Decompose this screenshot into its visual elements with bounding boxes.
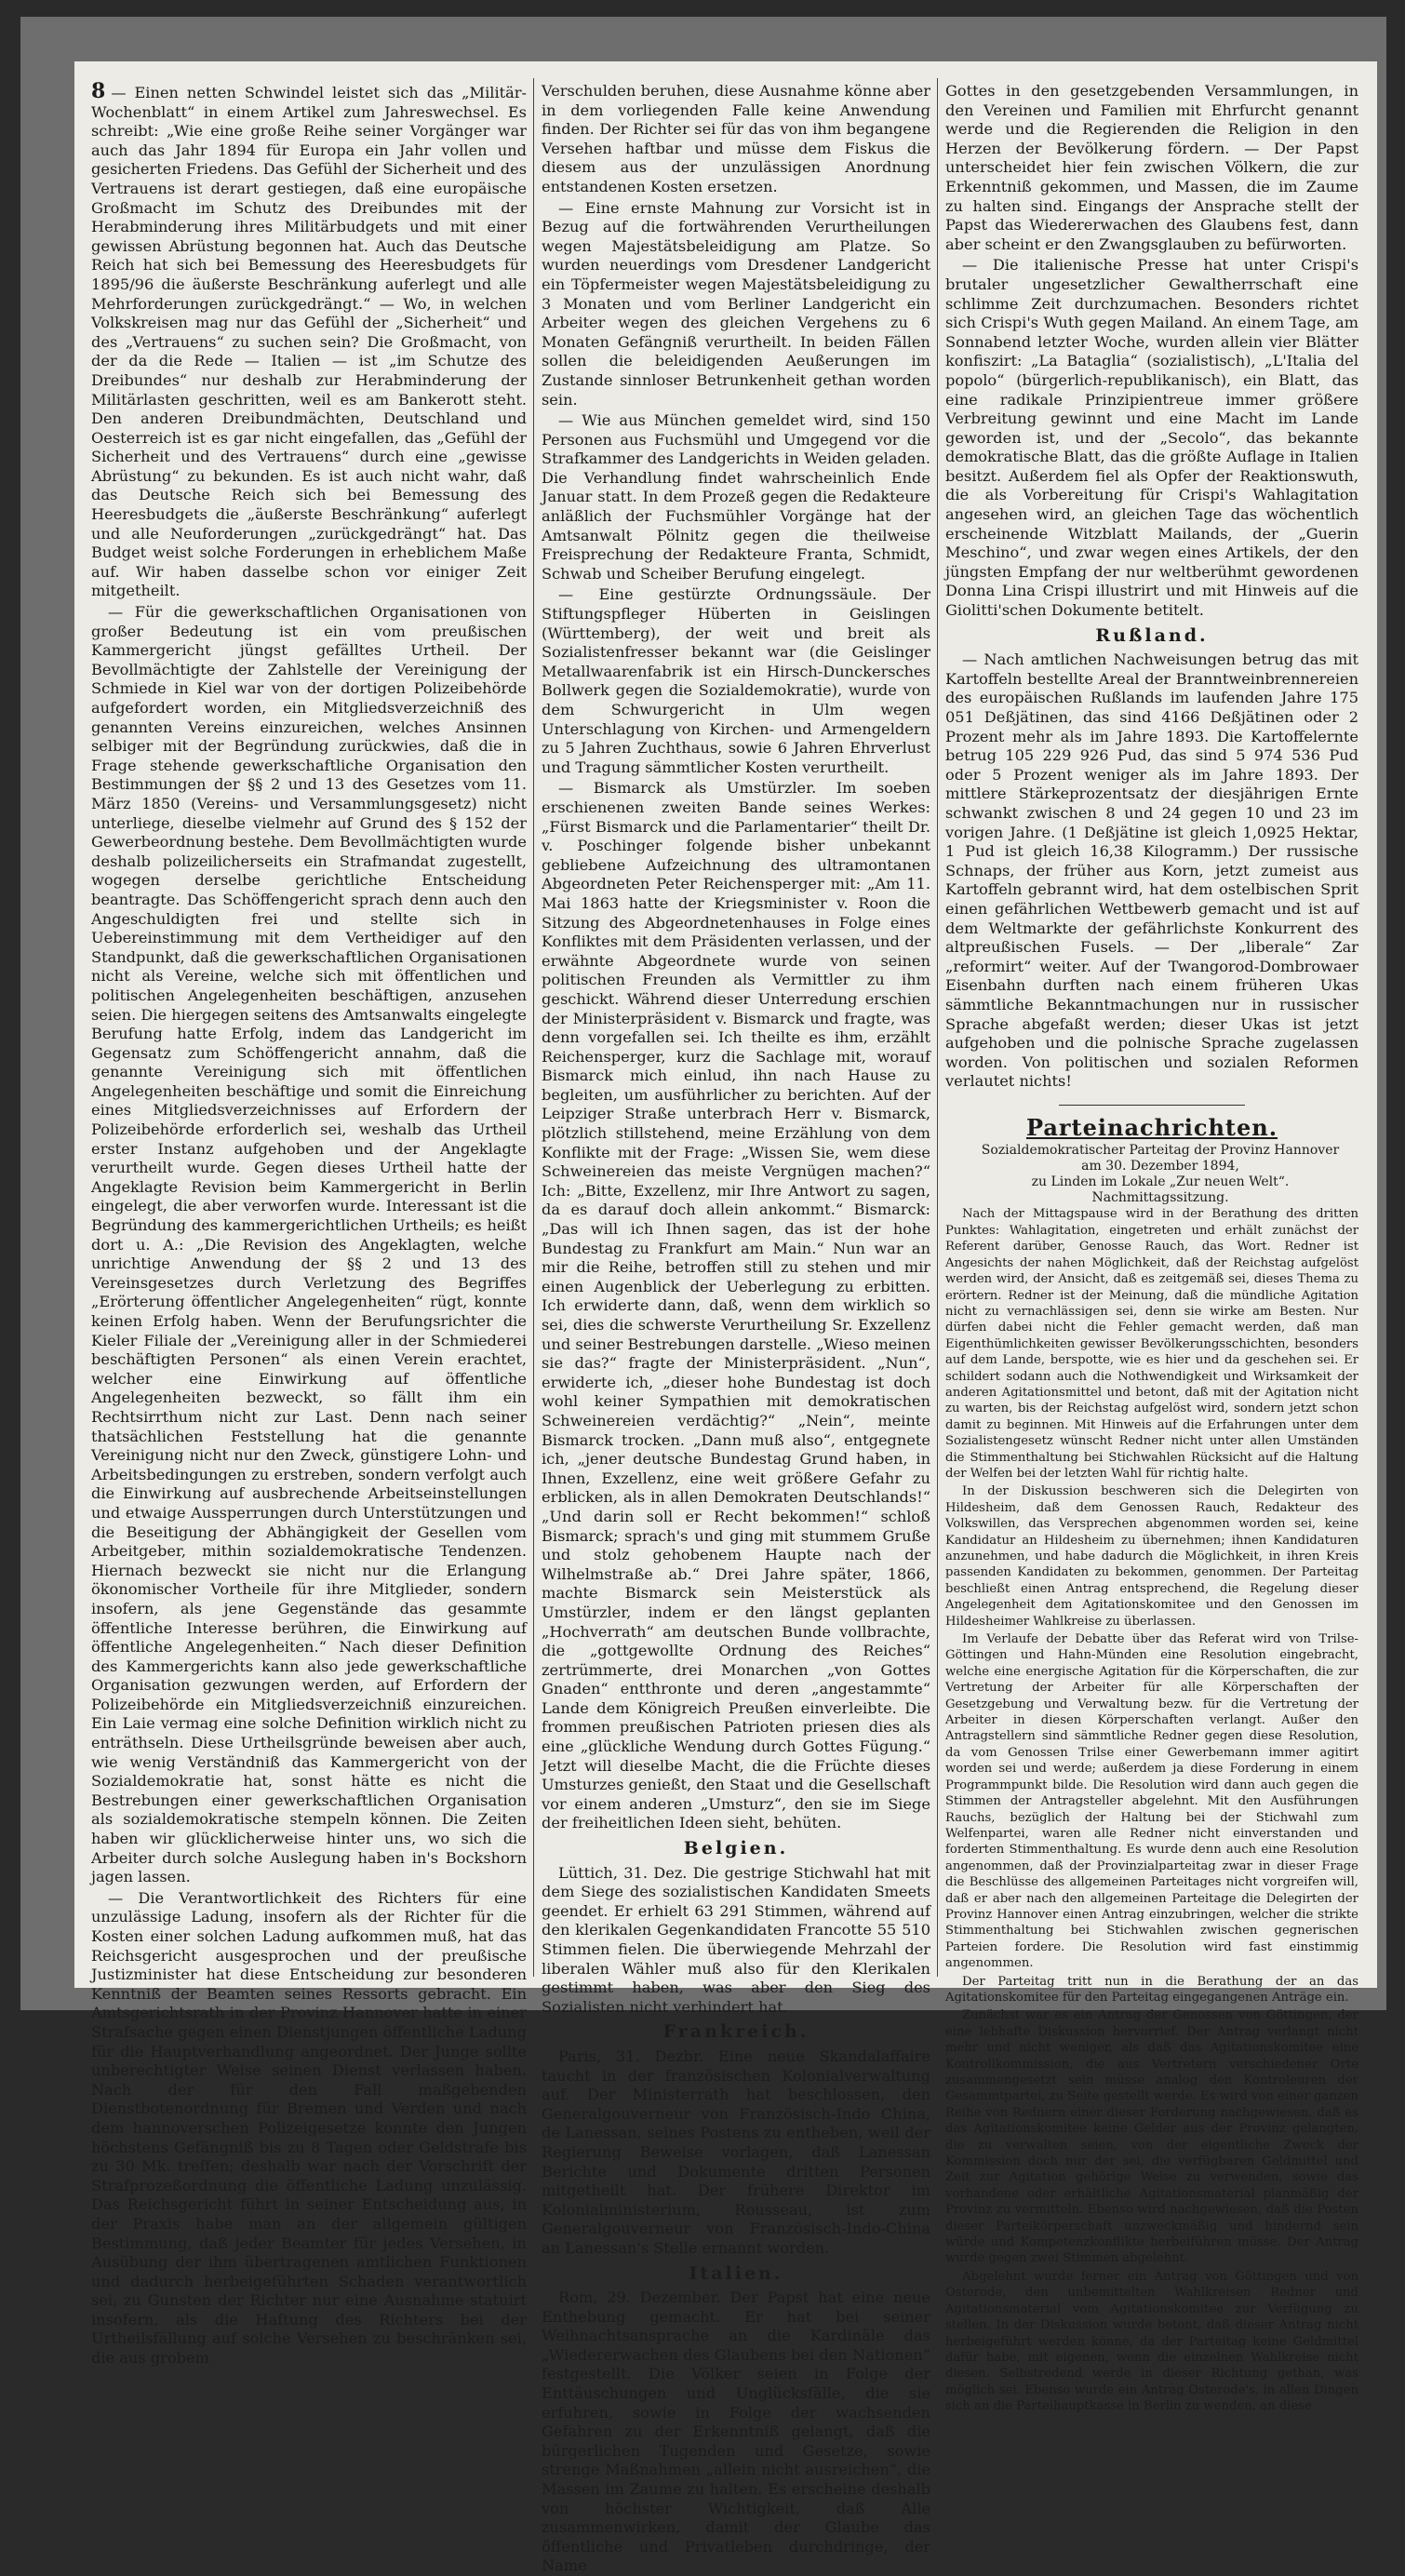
article-majestaetsbeleidigung: — Eine ernste Mahnung zur Vorsicht ist in Bezug auf die fortwährenden Verurtheilungen wegen Majestätsbeleidigung am Platze. So wurden neuerdings vom Dresdener Landgericht ein Töpfermeister wegen Majestätsbeleidigung zu 3 Monaten und vom Berliner Landgericht ein Arbeiter wegen des gleichen Vergehens zu 6 Monaten Gefängniß verurtheilt. In beiden Fällen sollen die beleidigenden Aeußerungen im Zustande sinnloser Betrunkenheit gethan worden sein. bbox=[542, 198, 930, 409]
column-rule bbox=[937, 78, 938, 1977]
column-rule bbox=[533, 78, 534, 1977]
parteitag-report bbox=[945, 1206, 1358, 2414]
article-continuation: Verschulden beruhen, diese Ausnahme könne aber in dem vorliegenden Falle keine Anwendung finden. Der Richter sei für das von ihm begangene Versehen haftbar und müsse dem Fiskus die diesem aus der unzulässigen Anordnung entstandenen Kosten ersetzen. bbox=[542, 82, 930, 195]
report-paragraph: Abgelehnt wurde ferner ein Antrag von Göttingen und von Osterode, den unbemittelten Wahlkreisen Redner und Agitationsmaterial vom Agitationskomitee zur Verfügung zu stellen. In der Diskussion wurde betont, daß dieser Antrag nicht herbeigeführt werden könne, da der Parteitag keine Geldmittel dafür habe, mit eigenen, wenn die einzelnen Wahlkreise nicht diesen. Selbstredend werde in dieser Richtung gethan, was möglich sei. Ebenso wurde ein Antrag Osterode's, in allen Dingen sich an die Parteihauptkasse in Berlin zu wenden, an diese bbox=[945, 2269, 1358, 2414]
report-paragraph: Nach der Mittagspause wird in der Berathung des dritten Punktes: Wahlagitation, eingetreten und erhält zunächst der Referent darüber, Genosse Rauch, das Wort. Redner ist Angesichts der nahen Möglichkeit, daß der Reichstag aufgelöst werden wird, der Ansicht, daß es zeitgemäß sei, dieses Thema zu erörtern. Redner ist der Meinung, daß die mündliche Agitation nicht zu vernachlässigen sei, denn sie wirke am Besten. Nur dürfen dabei nicht die Fehler gemacht werden, daß man Eigenthümlichkeiten gewisser Bevölkerungsschichten, besonders auf dem Lande, berspotte, wie es hier und da geschehen sei. Er schildert sodann auch die Nothwendigkeit und Wirksamkeit der anderen Agitationsmittel und betont, daß mit der Agitation nicht zu warten, bis der Reichstag aufgelöst wird, sondern jetzt schon damit zu beginnen. Mit Hinweis auf die Erfahrungen unter dem Sozialistengesetz wünscht Redner nicht unter allen Umständen die Stimmenthaltung bei Stichwahlen Rücksicht auf die Haltung der Welfen bei der letzten Wahl für richtig halte. bbox=[945, 1207, 1358, 1481]
subheading-location: zu Linden im Lokale „Zur neuen Welt“. bbox=[1031, 1174, 1290, 1190]
section-heading-russland: Rußland. bbox=[1095, 624, 1209, 646]
scan-background bbox=[20, 17, 1386, 2575]
section-heading-frankreich: Frankreich. bbox=[662, 2021, 810, 2043]
separator-line bbox=[1059, 1105, 1245, 1106]
article-richter: — Die Verantwortlichkeit des Richters für eine unzulässige Ladung, insofern als der Richter für die Kosten einer solchen Ladung aufkommen muß, hat das Reichsgericht ausgesprochen und der preußische Justizminister hat diese Entscheidung zur besonderen Kenntniß der Beamten seines Ressorts gebracht. Ein Amtsgerichtsrath in der Provinz Hannover hatte in einer Strafsache gegen einen Dienstjungen öffentliche Ladung für die Hauptverhandlung angeordnet. Der Junge sollte unberechtigter Weise seinen Dienst verlassen haben. Nach der für den Fall maßgebenden Dienstbotenordnung für Bremen und Verden und nach dem hannoverschen Polizeigesetze konnte den Jungen höchstens Gefängniß bis zu 8 Tagen oder Geldstrafe bis zu 30 Mk. treffen; deshalb war nach der Vorschrift der Strafprozeßordnung die öffentliche Ladung unzulässig. Das Reichsgericht führt in seiner Entscheidung aus, in der Praxis habe man an der allgemein gültigen Bestimmung, daß jeder Beamter für jedes Versehen, in Ausübung der ihm übertragenen amtlichen Funktionen und dadurch herbeigeführten Schaden verantwortlich sei, zu Gunsten der Richter nur eine Ausnahme statuirt insofern, als die Haftung des Richters bei der Urtheilsfällung auf solche Versehen zu beschränken sei, die aus grobem bbox=[91, 1888, 527, 2368]
article-rom: Rom, 29. Dezember. Der Papst hat eine neue Enthebung gemacht. Er hat bei seiner Weihnachtsansprache an die Kardinäle das „Wiedererwachen des Glaubens bei den Nationen“ festgestellt. Die Völker seien in Folge der Enttäuschungen und Unglücksfälle, die sie erfuhren, sowie in Folge der wachsenden Gefahren zu der Erkenntniß gelangt, daß die bürgerlichen Tugenden und Gesetze, sowie strenge Maßnahmen „allein nicht ausreichen“, die Massen im Zaume zu halten. Es erscheine deshalb von höchster Wichtigkeit, daß Alle zusammenwirken, damit der Glaube das öffentliche und Privatleben durchdringe, der Name bbox=[542, 2288, 930, 2575]
article-luettich: Lüttich, 31. Dez. Die gestrige Stichwahl hat mit dem Siege des sozialistischen Kandidaten Smeets geendet. Er erhielt 63 291 Stimmen, während auf den klerikalen Gegenkandidaten Francotte 55 510 Stimmen fielen. Die überwiegende Mehrzahl der liberalen Wähler muß also für den Klerikalen gestimmt haben, was aber den Sieg des Sozialisten nicht verhindert hat. bbox=[542, 1863, 930, 2016]
article-militaer-wochenblatt: 8 — Einen netten Schwindel leistet sich das „Militär-Wochenblatt“ in einem Artikel zum Jahreswechsel. Es schreibt: „Wie eine große Reihe seiner Vorgänger war auch das Jahr 1894 für Europa ein Jahr vollen und gesicherten Friedens. Das Gefühl der Sicherheit und des Vertrauens ist derart gestiegen, daß eine europäische Großmacht im Schutz des Dreibundes mit der Herabminderung ihres Militärbudgets und mit einer gewissen Abrüstung begonnen hat. Auch das Deutsche Reich hat sich bei Bemessung des Heeresbudgets für 1895/96 die äußerste Beschränkung auferlegt und alle Mehrforderungen zurückgedrängt.“ — Wo, in welchen Volkskreisen mag nur das Gefühl der „Sicherheit“ und des „Vertrauens“ zu suchen sein? Die Großmacht, von der da die Rede — Italien — ist „im Schutze des Dreibundes“ nur deshalb zur Herabminderung der Militärlasten geschritten, weil es am Bankerott steht. Den anderen Dreibundmächten, Deutschland und Oesterreich ist es gar nicht eingefallen, das „Gefühl der Sicherheit und des Vertrauens“ durch eine „gewisse Abrüstung“ zu bekunden. Es ist auch nicht wahr, daß das Deutsche Reich sich bei Bemessung des Heeresbudgets die „äußerste Beschränkung“ auferlegt und alle Neuforderungen „zurückgedrängt“ hat. Das Budget weist solche Forderungen in erheblichem Maße auf. Wir haben dasselbe schon vor einiger Zeit mitgetheilt. bbox=[91, 79, 527, 600]
article-bismarck: — Bismarck als Umstürzler. Im soeben erschienenen zweiten Bande seines Werkes: „Fürst Bismarck und die Parlamentarier“ theilt Dr. v. Poschinger folgende bisher unbekannt gebliebene Aufzeichnung des ultramontanen Abgeordneten Peter Reichensperger mit: „Am 11. Mai 1863 hatte der Kriegsminister v. Roon die Sitzung des Abgeordnetenhauses in Folge eines Konfliktes mit dem Präsidenten verlassen, und der erwähnte Abgeordnete wurde von seinen politischen Freunden als Vermittler zu ihm geschickt. Während dieser Unterredung erschien der Ministerpräsident v. Bismarck und fragte, was denn vorgefallen sei. Ich theilte es ihm, erzählt Reichensperger, kurz die Sachlage mit, worauf Bismarck mich einlud, ihn nach Hause zu begleiten, um ausführlicher zu berichten. Auf der Leipziger Straße unterbrach Herr v. Bismarck, plötzlich stillstehend, meine Erzählung von dem Konflikte mit der Frage: „Wissen Sie, wem diese Schweinereien das meiste Vergnügen machen?“ Ich: „Bitte, Exzellenz, mir Ihre Antwort zu sagen, da es darauf doch allein ankommt.“ Bismarck: „Das will ich Ihnen sagen, das ist der hohe Bundestag zu Frankfurt am Main.“ Nun war an mir die Reihe, betroffen still zu stehen und mir einen Augenblick der Ueberlegung zu erbitten. Ich erwiderte dann, daß, wenn dem wirklich so sei, dies die schwerste Verurtheilung Sr. Exzellenz und seiner Bestrebungen darstelle. „Wieso meinen sie das?“ fragte der Ministerpräsident. „Nun“, erwiderte ich, „dieser hohe Bundestag ist doch wohl keiner Sympathien mit demokratischen Schweinereien verdächtig?“ „Nein“, meinte Bismarck trocken. „Dann muß also“, entgegnete ich, „jener deutsche Bundestag Grund haben, in Ihnen, Exzellenz, eine weit größere Gefahr zu erblicken, als in allen Demokraten Deutschlands!“ „Und darin soll er Recht bekommen!“ schloß Bismarck; sprach's und ging mit stummem Gruße und stolz gehobenem Haupte nach der Wilhelmstraße ab.“ Drei Jahre später, 1866, machte Bismarck sein Meisterstück als Umstürzler, indem er den längst geplanten „Hochverrath“ am deutschen Bunde vollbrachte, die „gottgewollte Ordnung des Reiches“ zertrümmerte, drei Monarchen „von Gottes Gnaden“ entthronte und deren „angestammte“ Lande dem Königreich Preußen einverleibte. Die frommen preußischen Patrioten priesen dies als eine „glückliche Wendung durch Gottes Fügung.“ Jetzt will dieselbe Macht, die die Früchte dieses Umsturzes genießt, den Staat und die Gesellschaft vor einem anderen „Umsturz“, den sie im Siege der freiheitlichen Ideen sieht, behüten. bbox=[542, 779, 930, 1832]
article-paris: Paris, 31. Dezbr. Eine neue Skandalaffaire taucht in der französischen Kolonialverwaltung auf. Der Ministerrath hat beschlossen, den Generalgouverneur von Französisch-Indo China, de Lanessan, seines Postens zu entheben, weil der Regierung Beweise vorlagen, daß Lanessan Berichte und Dokumente dritten Personen mitgetheilt hat. Der frühere Direktor im Kolonialministerium, Rousseau, ist zum Generalgouverneur von Französisch-Indo-China an Lanessan's Stelle ernannt worden. bbox=[542, 2046, 930, 2257]
report-paragraph: Im Verlaufe der Debatte über das Referat wird von Trilse-Göttingen und Hahn-Münden eine Resolution eingebracht, welche eine energische Agitation für die Körperschaften, die zur Vertretung der Arbeiter für alle Körperschaften der Gesetzgebung und Verwaltung bezw. für die Vertretung der Arbeiter in diesen Körperschaften verlangt. Außer den Antragstellern sind sämmtliche Redner gegen diese Resolution, da vom Genossen Trilse einer Gewerbemann immer agitirt worden sei und werde; außerdem ja diese Forderung in einem Programmpunkt bilde. Die Resolution wird dann auch gegen die Stimmen der Antragsteller abgelehnt. Mit den Ausführungen Rauchs, bezüglich der Haltung bei der Stichwahl zum Welfenpartei, waren alle Redner nicht einverstanden und forderten Stimmenthaltung. Es wurde denn auch eine Resolution angenommen, daß der Provinzialparteitag zwar in dieser Frage die Beschlüsse des allgemeinen Parteitages nicht vorgreifen will, daß er aber nach den allgemeinen Parteitage die Delegirten der Provinz Hannover einen Antrag einzubringen, welcher die strikte Stimmenthaltung bei Stichwahlen zwischen gegnerischen Parteien fordere. Die Resolution wird fast einstimmig angenommen. bbox=[945, 1632, 1358, 1971]
subheading-parteitag: Sozialdemokratischer Parteitag der Provinz Hannover bbox=[981, 1143, 1340, 1159]
section-heading-italien: Italien. bbox=[689, 2262, 783, 2284]
section-heading-parteinachrichten: Parteinachrichten. bbox=[1025, 1113, 1278, 1141]
section-heading-belgien: Belgien. bbox=[683, 1838, 789, 1859]
column-3 bbox=[945, 82, 1358, 2414]
article-muenchen: — Wie aus München gemeldet wird, sind 150 Personen aus Fuchsmühl und Umgegend vor die Strafkammer des Landgerichts in Weiden geladen. Die Verhandlung findet wahrscheinlich Ende Januar statt. In dem Prozeß gegen die Redakteure anläßlich der Fuchsmühler Vorgänge hat der Amtsanwalt Pölnitz gegen die theilweise Freisprechung der Redakteure Franta, Schmidt, Schwab und Scheiber Berufung eingelegt. bbox=[542, 411, 930, 583]
article-italienische-presse: — Die italienische Presse hat unter Crispi's brutaler ungesetzlicher Gewaltherrschaft eine schlimme Zeit durchzumachen. Besonders richtet sich Crispi's Wuth gegen Mailand. An einem Tage, am Sonnabend letzter Woche, wurden allein vier Blätter konfiszirt: „La Bataglia“ (sozialistisch), „L'Italia del popolo“ (bürgerlich-republikanisch), ein Blatt, das eine radikale Prinzipientreue immer größere Verbreitung gewinnt und eine Macht im Lande geworden ist, und der „Secolo“, das bekannte demokratische Blatt, das die größte Auflage in Italien besitzt. Außerdem fiel als Opfer der Reaktionswuth, die als Vorbereitung für Crispi's Wahlagitation angesehen wird, an gleichen Tage das wöchentlich erscheinende Witzblatt Mailands, der „Guerin Meschino“, und zwar wegen eines Artikels, der den jüngsten Empfang der nur weltberühmt gewordenen Donna Lina Crispi illustrirt und mit Hinweis auf die Giolitti'schen Dokumente betitelt. bbox=[945, 256, 1358, 620]
column-1 bbox=[91, 79, 527, 2368]
report-paragraph: Zunächst war es ein Antrag der Genossen von Göttingen, der eine lebhafte Diskussion hervorrief. Der Antrag verlangt nicht mehr und nicht weniger, als daß das Agitationskomitee eine Kontrollkommission, die aus Vertretern verschiedener Orte zusammengesetzt sein müsse analog den Kontroleuren der Gesammtpartei, zu Seite gestellt werde. Es wird von einer ganzen Reihe von Rednern einer dieser Forderung nachgewiesen, daß es das Agitationskomitee keine Gelder aus der Provinz gelangten, die zu verwalten seien, von der eigentliche Zweck der Kommission doch nur der sei, die verfügbaren Geldmittel und Zeit zur Agitation gehörige Weise zu verwenden, sowie das vorhandene oder erhältliche Agitationsmaterial planmäßig der Provinz zu vermitteln. Ebenso wird nachgewiesen, daß die Posten dieser Parteikörperschaft unzweckmäßig und hindernd sein würde und Kompetenzkonflikte herbeiführen müsse. Der Antrag wurde gegen zwei Stimmen abgelehnt. bbox=[945, 2008, 1358, 2266]
report-paragraph: In der Diskussion beschweren sich die Delegirten von Hildesheim, daß dem Genossen Rauch, Redakteur des Volkswillen, das Versprechen abgenommen worden sei, keine Kandidatur an Hildesheim zu übernehmen; ihnen Kandidaturen anzunehmen, und habe dadurch die Möglichkeit, in ihren Kreis passenden Kandidaten zu bekommen, genommen. Der Parteitag beschließt einen Antrag entsprechend, die Regelung dieser Angelegenheit dem Agitationskomitee und den Genossen im Hildesheimer Wahlkreise zu überlassen. bbox=[945, 1484, 1358, 1629]
article-kartoffeln: — Nach amtlichen Nachweisungen betrug das mit Kartoffeln bestellte Areal der Branntweinbrennereien des europäischen Rußlands im laufenden Jahre 175 051 Deßjätinen, das sind 4166 Deßjätinen oder 2 Prozent mehr als im Jahre 1893. Die Kartoffelernte betrug 105 229 926 Pud, das sind 5 974 536 Pud oder 5 Prozent weniger als im Jahre 1893. Der mittlere Stärkeprozentsatz der diesjährigen Ernte schwankt zwischen 8 und 24 gegen 10 und 23 im vorigen Jahre. (1 Deßjätine ist gleich 1,0925 Hektar, 1 Pud ist gleich 16,38 Kilogramm.) Der russische Schnaps, der früher aus Korn, jetzt zumeist aus Kartoffeln gebrannt wird, hat dem ostelbischen Sprit einen gefährlichen Wettbewerb gemacht und ist auf dem Weltmarkte der gefährlichste Konkurrent des altpreußischen Fusels. — Der „liberale“ Zar „reformirt“ weiter. Auf der Twangorod-Dombrowaer Eisenbahn durften nach einem früheren Ukas sämmtliche Bekanntmachungen nur in russischer Sprache abgefaßt werden; dieser Ukas ist jetzt aufgehoben und die polnische Sprache zugelassen worden. Von politischen und sozialen Reformen verlautet nichts! bbox=[945, 651, 1358, 1091]
newspaper-page bbox=[74, 61, 1377, 2575]
report-paragraph: Der Parteitag tritt nun in die Berathung der an das Agitationskomitee für den Parteitag eingegangenen Anträge ein. bbox=[945, 1974, 1358, 2005]
article-gewerkschaften: — Für die gewerkschaftlichen Organisationen von großer Bedeutung ist ein vom preußischen Kammergericht jüngst gefälltes Urtheil. Der Bevollmächtigte der Zahlstelle der Vereinigung der Schmiede in Kiel war von der dortigen Polizeibehörde aufgefordert worden, ein Mitgliedsverzeichniß des genannten Vereins einzureichen, welches Ansinnen selbiger mit der Begründung zurückwies, daß die in Frage stehende gewerkschaftliche Organisation den Bestimmungen der §§ 2 und 13 des Gesetzes vom 11. März 1850 (Vereins- und Versammlungsgesetz) nicht unterliege, dieselbe vielmehr auf Grund des § 152 der Gewerbeordnung bestehe. Dem Bevollmächtigten wurde deshalb polizeilicherseits ein Strafmandat zugestellt, wogegen derselbe gerichtliche Entscheidung beantragte. Das Schöffengericht sprach denn auch den Angeschuldigten frei und stellte sich in Uebereinstimmung mit dem Vertheidiger auf den Standpunkt, daß die gewerkschaftlichen Organisationen nicht als Vereine, welche sich mit öffentlichen und politischen Angelegenheiten beschäftigen, anzusehen seien. Die hiergegen seitens des Amtsanwalts eingelegte Berufung hatte Erfolg, indem das Landgericht im Gegensatz zum Schöffengericht annahm, daß die genannte Vereinigung sich mit öffentlichen Angelegenheiten beschäftige und somit die Einreichung eines Mitgliedsverzeichnisses auf Erfordern der Polizeibehörde erforderlich sei, weshalb das Urtheil erster Instanz aufgehoben und der Angeklagte verurtheilt wurde. Gegen dieses Urtheil hatte der Angeklagte Revision beim Kammergericht in Berlin eingelegt, die aber verworfen wurde. Interessant ist die Begründung des kammergerichtlichen Urtheils; es heißt dort u. A.: „Die Revision des Angeklagten, welche unrichtige Anwendung der §§ 2 und 13 des Vereinsgesetzes durch Verletzung des Begriffes „Erörterung öffentlicher Angelegenheiten“ rügt, konnte keinen Erfolg haben. Wenn der Berufungsrichter die Kieler Filiale der „Vereinigung aller in der Schmiederei beschäftigten Personen“ als einen Verein erachtet, welcher eine Einwirkung auf öffentliche Angelegenheiten bezweckt, so fällt ihm ein Rechtsirrthum nicht zur Last. Denn nach seiner thatsächlichen Feststellung hat die genannte Vereinigung nicht nur den Zweck, günstigere Lohn- und Arbeitsbedingungen zu erstreben, sondern verfolgt auch die Einwirkung auf ausbrechende Arbeitseinstellungen und etwaige Aussperrungen durch Unterstützungen und die Beseitigung der Abhängigkeit der Gesellen vom Arbeitgeber, mithin sozialdemokratische Tendenzen. Hiernach bezweckt sie nicht nur die Erlangung ökonomischer Vortheile für ihre Mitglieder, sondern insofern, als jene Gegenstände das gesammte öffentliche Interesse berühren, die Einwirkung auf öffentliche Angelegenheiten.“ Nach dieser Definition des Kammergerichts kann also jede gewerkschaftliche Organisation gezwungen werden, auf Erfordern der Polizeibehörde ein Mitgliedsverzeichniß einzureichen. Ein Laie vermag eine solche Definition wirklich nicht zu enträthseln. Diese Urtheilsgründe beweisen aber auch, wie wenig Verständniß das Kammergericht von der Sozialdemokratie hat, sonst hätte es nicht die Bestrebungen einer gewerkschaftlichen Organisation als sozialdemokratische stempeln können. Die Zeiten haben wir glücklicherweise hinter uns, wo sich die Arbeiter durch solche Auslegung haben in's Bockshorn jagen lassen. bbox=[91, 603, 527, 1886]
page-number: 8 bbox=[91, 79, 106, 103]
subheading-session: Nachmittagssitzung. bbox=[1091, 1190, 1229, 1206]
subheading-date: am 30. Dezember 1894, bbox=[1081, 1159, 1239, 1174]
article-ordnungssaeule: — Eine gestürzte Ordnungssäule. Der Stiftungspfleger Hüberten in Geislingen (Württemberg), der weit und breit als Sozialistenfresser bekannt war (die Geislinger Metallwaarenfabrik ist ein Hirsch-Dunckersches Bollwerk gegen die Sozialdemokratie), wurde von dem Schwurgericht in Ulm wegen Unterschlagung von Kirchen- und Armengeldern zu 5 Jahren Zuchthaus, sowie 6 Jahren Ehrverlust und Tragung sämmtlicher Kosten verurtheilt. bbox=[542, 585, 930, 776]
column-2 bbox=[542, 82, 930, 2575]
article-continuation: Gottes in den gesetzgebenden Versammlungen, in den Vereinen und Familien mit Ehrfurcht genannt werde und die Regierenden die Religion in den Herzen der Bevölkerung fördern. — Der Papst unterscheidet hier fein zwischen Völkern, die zur Erkenntniß gekommen, und Massen, die im Zaume zu halten sind. Eingangs der Ansprache stellt der Papst das Wiedererwachen des Glaubens fest, dann aber scheint er den Zwangsglauben zu befürworten. bbox=[945, 82, 1358, 253]
